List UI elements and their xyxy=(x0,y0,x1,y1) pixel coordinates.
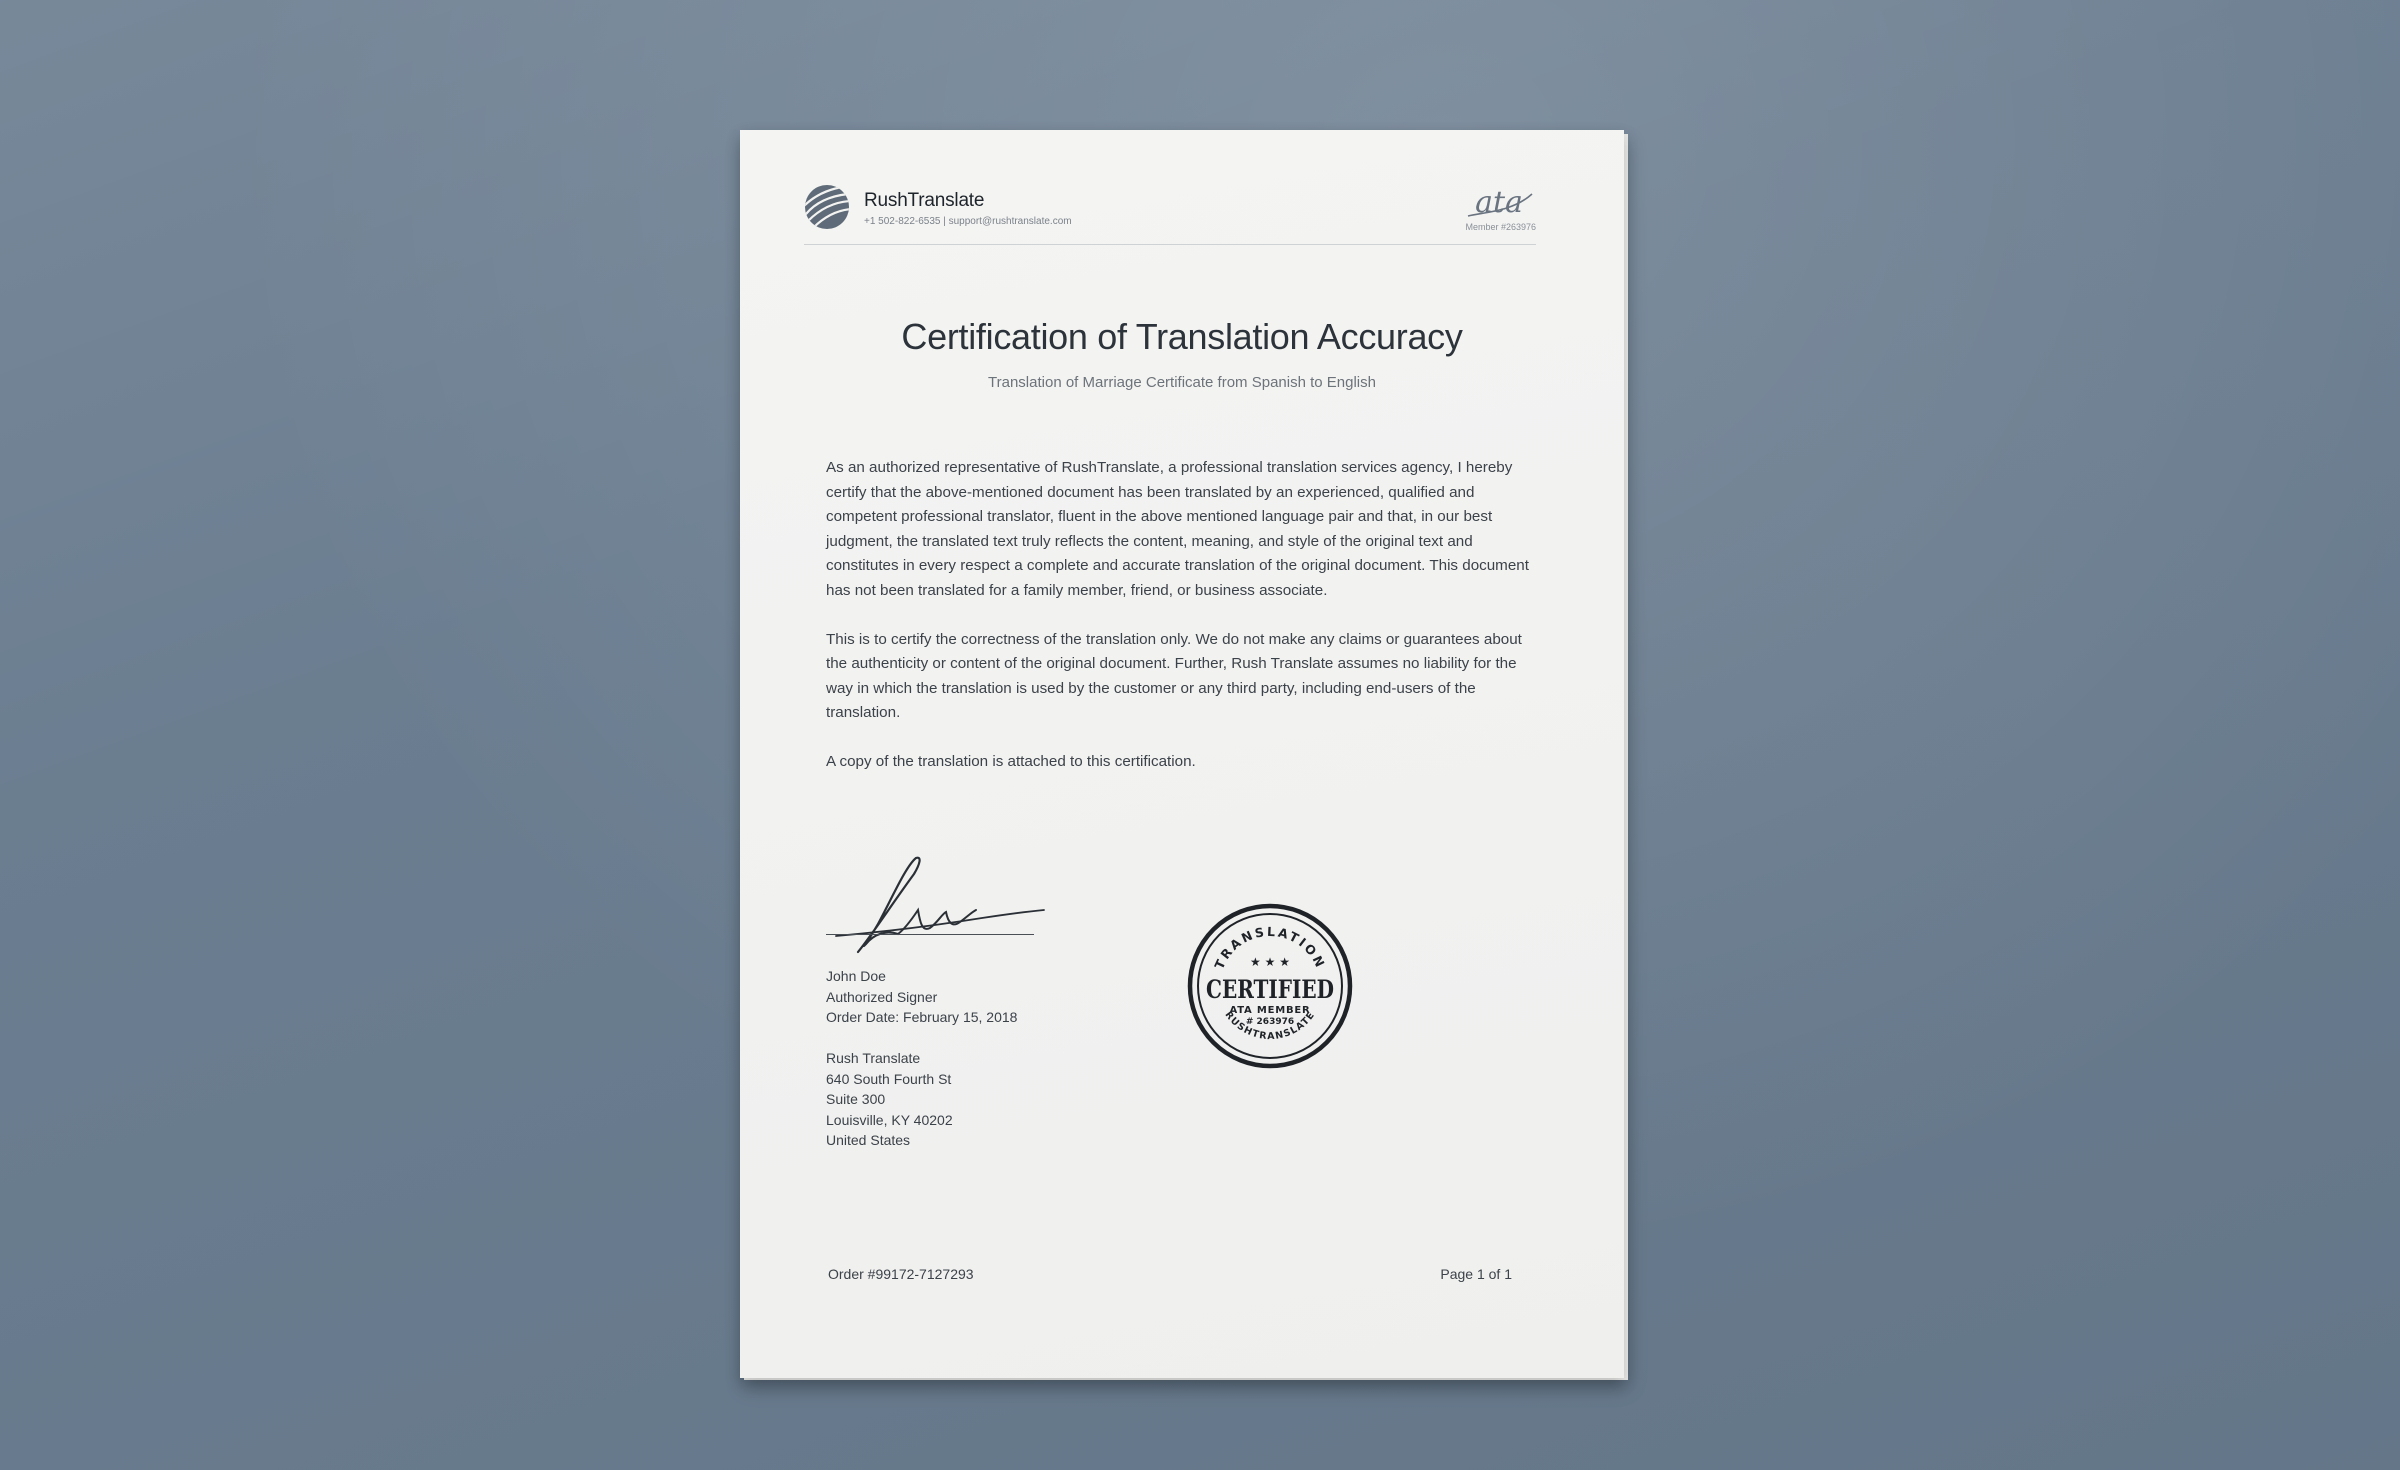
address-company: Rush Translate xyxy=(826,1050,921,1066)
company-address xyxy=(826,1048,953,1151)
ata-logo-text: ata xyxy=(1475,186,1523,220)
contact-info: +1 502-822-6535 | support@rushtranslate.com xyxy=(864,216,1072,227)
signer-name: John Doe xyxy=(826,968,886,984)
paragraph-attachment: A copy of the translation is attached to this certification. xyxy=(826,752,1196,770)
stamp-bottom-text: RUSHTRANSLATE xyxy=(1222,1009,1318,1043)
brand-name: RushTranslate xyxy=(864,190,985,211)
stamp-top-text: TRANSLATION xyxy=(1211,923,1329,972)
document-title: Certification of Translation Accuracy xyxy=(901,316,1463,357)
signer-role: Authorized Signer xyxy=(826,988,938,1005)
ata-logo xyxy=(1462,186,1536,220)
ata-member-number: Member #263976 xyxy=(1465,222,1536,232)
rushtranslate-logo-icon xyxy=(804,184,850,230)
page-number: Page 1 of 1 xyxy=(1440,1266,1512,1282)
certified-stamp xyxy=(1184,900,1356,1072)
letterhead xyxy=(804,182,1536,242)
document-subtitle: Translation of Marriage Certificate from Spanish to English xyxy=(988,374,1376,391)
stamp-stars: ★ ★ ★ xyxy=(1250,955,1290,969)
signer-block xyxy=(826,966,1017,1028)
paragraph-certification: As an authorized representative of RushTranslate, a professional translation services agency, I hereby certify that the above-mentioned document has been translated by an experienced, qualified and competent professional translator, fluent in the above mentioned language pair and that, in our best judgment, the translated text truly reflects the content, meaning, and style of the original text and constitutes in every respect a complete and accurate translation of the original document. This document has not been translated for a family member, friend, or business associate. xyxy=(826,459,1529,599)
address-street: 640 South Fourth St xyxy=(826,1070,952,1087)
header-divider xyxy=(804,244,1536,245)
handwritten-signature xyxy=(822,852,1052,964)
address-suite: Suite 300 xyxy=(826,1091,886,1107)
stamp-main-text: CERTIFIED xyxy=(1206,975,1334,1004)
address-city: Louisville, KY 40202 xyxy=(826,1111,953,1128)
paragraph-disclaimer: This is to certify the correctness of the translation only. We do not make any claims or guarantees about the authenticity or content of the original document. Further, Rush Translate assumes no liability for the way in which the translation is used by the customer or any third party, including end-users of the translation. xyxy=(826,630,1522,722)
signature-line xyxy=(826,934,1034,935)
address-country: United States xyxy=(826,1132,911,1148)
stamp-member-line: ATA MEMBER xyxy=(1229,1005,1311,1016)
stamp-member-number: # 263976 xyxy=(1245,1017,1295,1027)
order-date: Order Date: February 15, 2018 xyxy=(826,1009,1018,1025)
certification-body xyxy=(826,456,1532,799)
order-number: Order #99172-7127293 xyxy=(828,1266,974,1282)
certificate-page xyxy=(740,130,1624,1378)
